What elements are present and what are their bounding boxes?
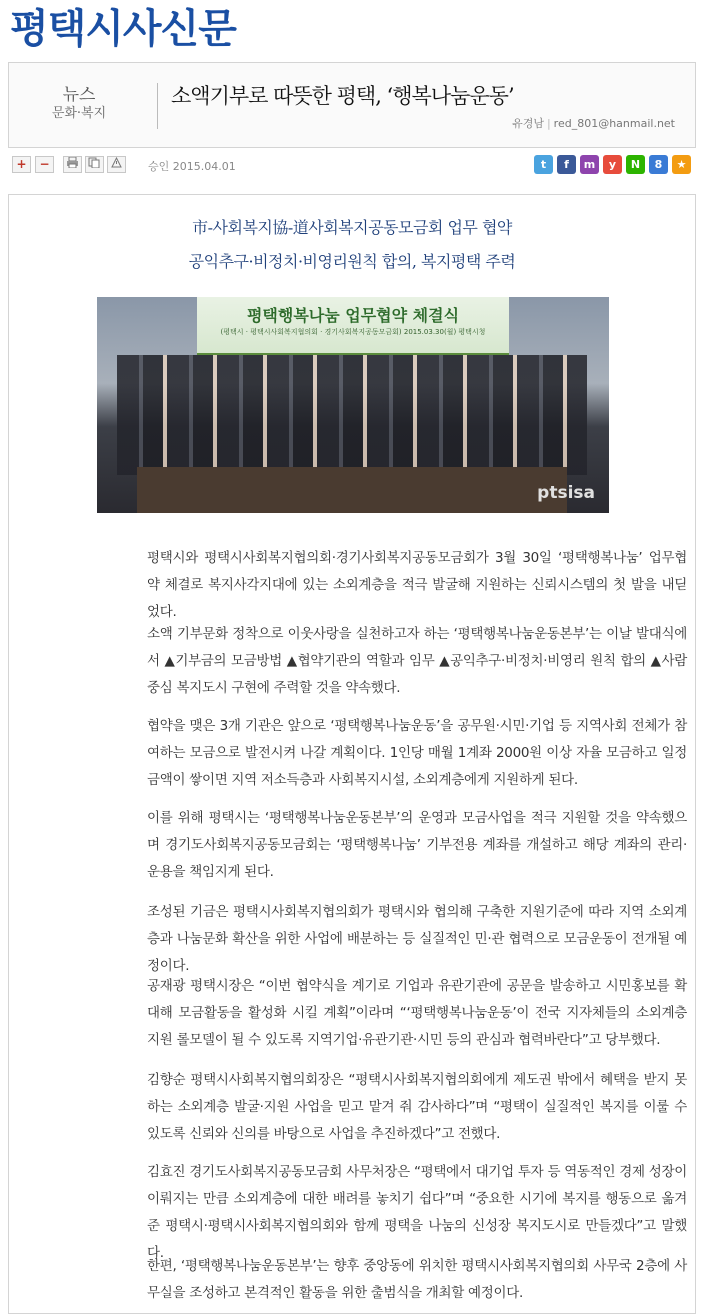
article-paragraph-2: 소액 기부문화 정착으로 이웃사랑을 실천하고자 하는 ‘평택행복나눔운동본부’는 이날 발대식에서 ▲기부금의 모금방법 ▲협약기관의 역할과 임무 ▲공익추구·비정치·비영리 원칙 합의 ▲사람중심 복지도시 구현에 주력할 것을 약속했다. xyxy=(147,626,687,696)
photo-banner-subtitle: (평택시 · 평택시사회복지협의회 · 경기사회복지공동모금회) 2015.03.30(월) 평택시청 xyxy=(220,328,486,336)
font-decrease-button[interactable]: − xyxy=(35,156,54,173)
article-subtitle-1: 市-사회복지協-道사회복지공동모금회 업무 협약 xyxy=(192,218,512,237)
copy-icon[interactable] xyxy=(85,156,104,173)
article-paragraph-4: 이를 위해 평택시는 ‘평택행복나눔운동본부’의 운영과 모금사업을 적극 지원할 것을 약속했으며 경기도사회복지공동모금회는 ‘평택행복나눔’ 기부전용 계좌를 개설하고 해당 계좌의 관리·운용을 책임지게 된다. xyxy=(147,810,687,880)
header-divider xyxy=(157,83,158,129)
article-paragraph-1: 평택시와 평택시사회복지협의회·경기사회복지공동모금회가 3월 30일 ‘평택행복나눔’ 업무협약 체결로 복지사각지대에 있는 소외계층을 적극 발굴해 지원하는 신뢰시스템의 첫 발을 내딛었다. xyxy=(147,550,687,620)
section-label xyxy=(9,85,149,123)
publish-date: 승인 2015.04.01 xyxy=(148,160,236,173)
site-logo[interactable]: 평택시사신문 xyxy=(10,6,236,52)
photo-group-people xyxy=(117,355,587,475)
article-header xyxy=(8,62,696,148)
byline-separator: | xyxy=(546,117,551,130)
section-category[interactable]: 문화·복지 xyxy=(51,106,107,121)
yozm-share-icon[interactable]: y xyxy=(603,155,622,174)
facebook-share-icon[interactable]: f xyxy=(557,155,576,174)
article-paragraph-7: 김향순 평택시사회복지협의회장은 “평택시사회복지협의회에게 제도권 밖에서 혜택을 받지 못하는 소외계층 발굴·지원 사업을 믿고 맡겨 줘 감사하다”며 “평택이 실질적인 복지를 이룰 수 있도록 신뢰와 신의를 바탕으로 사업을 추진하겠다”고 전했다. xyxy=(147,1072,687,1142)
article-photo[interactable] xyxy=(97,297,609,513)
article-paragraph-3: 협약을 맺은 3개 기관은 앞으로 ‘평택행복나눔운동’을 공무원·시민·기업 등 지역사회 전체가 참여하는 모금으로 발전시켜 나갈 계획이다. 1인당 매월 1계좌 2000원 이상 자율 모금하고 일정 금액이 쌓이면 지역 저소득층과 사회복지시설, 소외계층에게 지원하게 된다. xyxy=(147,718,687,788)
article-title: 소액기부로 따뜻한 평택, ‘행복나눔운동’ xyxy=(171,84,514,108)
article-paragraph-8: 김효진 경기도사회복지공동모금회 사무처장은 “평택에서 대기업 투자 등 역동적인 경제 성장이 이뤄지는 만큼 소외계층에 대한 배려를 놓치기 쉽다”며 “중요한 시기에 복지를 행동으로 옮겨준 평택시·평택시사회복지협의회와 함께 평택을 나눔의 신성장 복지도시로 만들겠다”고 말했다. xyxy=(147,1164,687,1261)
article-paragraph-6: 공재광 평택시장은 “이번 협약식을 계기로 기업과 유관기관에 공문을 발송하고 시민홍보를 확대해 모금활동을 활성화 시킬 계획”이라며 “‘평택행복나눔운동’이 전국 지자체들의 소외계층 지원 롤모델이 될 수 있도록 지역기업·유관기관·시민 등의 관심과 협력바란다”고 당부했다. xyxy=(147,978,687,1048)
photo-banner-title: 평택행복나눔 업무협약 체결식 xyxy=(246,306,460,325)
author-name: 유경남 xyxy=(512,117,544,130)
photo-table xyxy=(137,467,567,513)
photo-watermark: ptsisa xyxy=(537,483,595,503)
twitter-share-icon[interactable]: t xyxy=(534,155,553,174)
report-icon[interactable] xyxy=(107,156,126,173)
article-byline xyxy=(512,115,675,131)
section-news[interactable]: 뉴스 xyxy=(62,85,96,105)
naver-share-icon[interactable]: N xyxy=(626,155,645,174)
bookmark-share-icon[interactable]: ★ xyxy=(672,155,691,174)
article-paragraph-9: 한편, ‘평택행복나눔운동본부’는 향후 중앙동에 위치한 평택시사회복지협의회 사무국 2층에 사무실을 조성하고 본격적인 활동을 위한 출범식을 개최할 예정이다. xyxy=(147,1258,687,1301)
me2day-share-icon[interactable]: m xyxy=(580,155,599,174)
print-icon[interactable] xyxy=(63,156,82,173)
photo-banner xyxy=(197,297,509,355)
google-share-icon[interactable]: 8 xyxy=(649,155,668,174)
article-toolbar xyxy=(8,150,696,180)
article-body xyxy=(8,194,696,1314)
author-email[interactable]: red_801@hanmail.net xyxy=(553,117,675,130)
article-subtitle-2: 공익추구·비정치·비영리원칙 합의, 복지평택 주력 xyxy=(188,252,516,271)
font-increase-button[interactable]: + xyxy=(12,156,31,173)
article-paragraph-5: 조성된 기금은 평택시사회복지협의회가 평택시와 협의해 구축한 지원기준에 따라 지역 소외계층과 나눔문화 확산을 위한 사업에 배분하는 등 실질적인 민·관 협력으로 모금운동이 전개될 예정이다. xyxy=(147,904,687,974)
